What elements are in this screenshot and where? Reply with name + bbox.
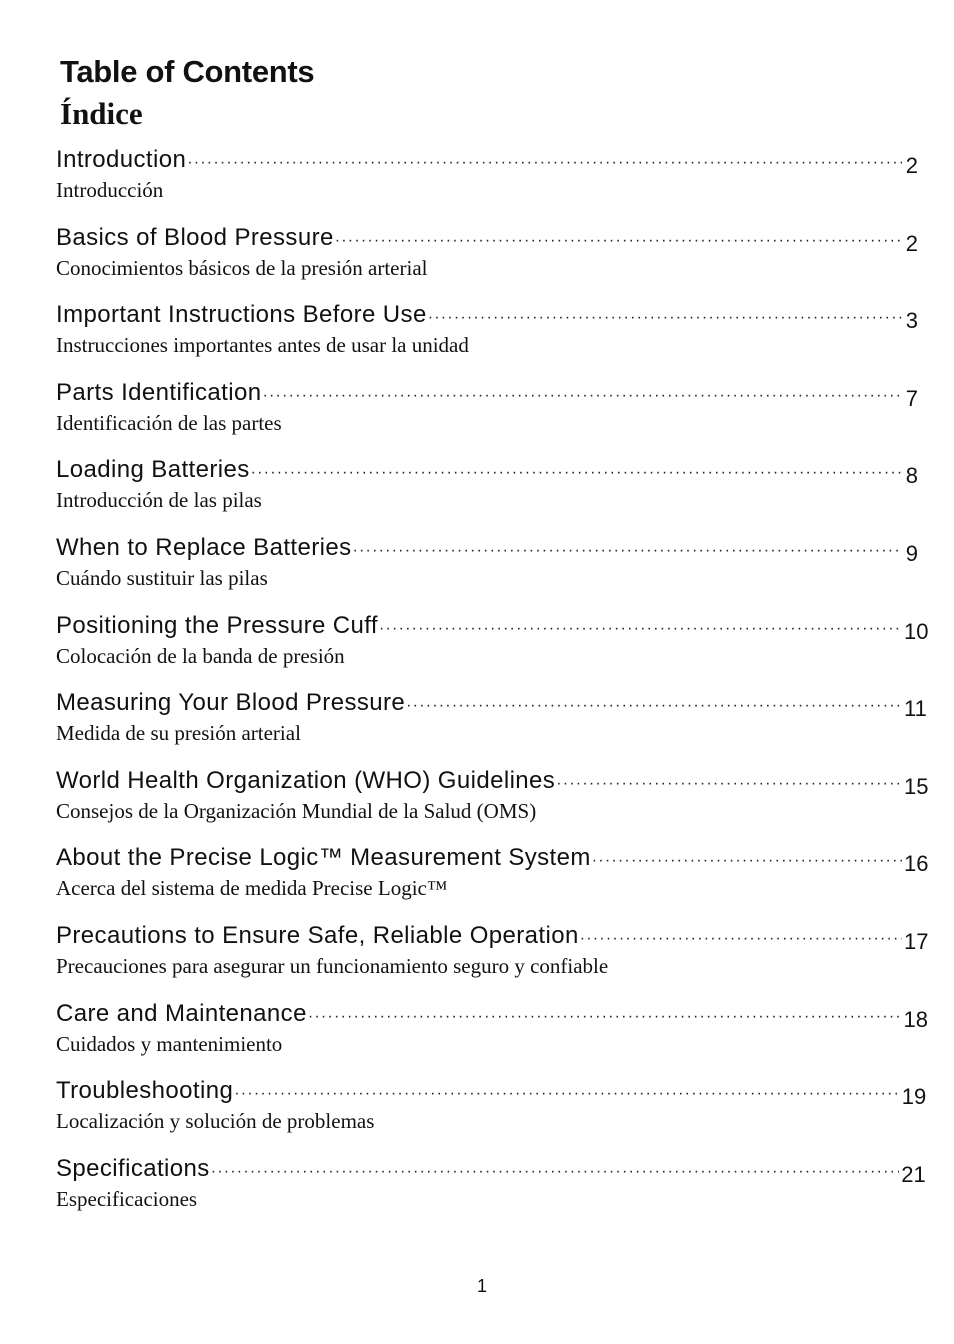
dot-leader <box>352 542 902 560</box>
toc-entry-line <box>56 297 918 337</box>
toc-entry-line <box>56 1073 927 1113</box>
toc-entry-subtitle: Especificaciones <box>56 1186 198 1211</box>
toc-entry-page: 15 <box>904 773 929 799</box>
toc-entry-line <box>56 996 929 1036</box>
toc-entry-line <box>56 142 918 182</box>
toc-entry[interactable] <box>56 297 918 375</box>
toc-entry-title: Measuring Your Blood Pressure <box>56 689 406 717</box>
toc-entry-line <box>56 918 929 958</box>
page-title: Table of Contents <box>60 54 315 89</box>
dot-leader <box>234 1085 900 1103</box>
dot-leader <box>428 309 902 327</box>
toc-entry-title: About the Precise Logic™ Measurement System <box>56 844 591 872</box>
toc-entry-page: 10 <box>904 618 929 644</box>
toc-entry[interactable] <box>56 840 929 918</box>
toc-entry-subtitle: Consejos de la Organización Mundial de la Salud (OMS) <box>56 798 537 823</box>
toc-entry-subtitle: Medida de su presión arterial <box>56 721 301 746</box>
dot-leader <box>335 232 902 250</box>
toc-entry-title: Loading Batteries <box>56 456 250 484</box>
toc-entry-line <box>56 840 929 880</box>
dot-leader <box>251 464 902 482</box>
toc-entry[interactable] <box>56 1151 926 1229</box>
toc-entry-line <box>56 608 929 648</box>
toc-entry-line <box>56 452 918 492</box>
toc-entry-subtitle: Cuidados y mantenimiento <box>56 1031 283 1056</box>
toc-entry-page: 21 <box>901 1161 926 1187</box>
toc-entry-subtitle: Acerca del sistema de medida Precise Logic™ <box>56 876 448 901</box>
toc-entry[interactable] <box>56 530 918 608</box>
toc-entry-subtitle: Instrucciones importantes antes de usar la unidad <box>56 333 469 358</box>
toc-entry[interactable] <box>56 608 929 686</box>
toc-entry-title: Care and Maintenance <box>56 999 307 1027</box>
toc-entry-title: Troubleshooting <box>56 1077 234 1105</box>
dot-leader <box>262 387 902 405</box>
toc-entry-line <box>56 530 918 570</box>
toc-entry-page: 9 <box>905 540 918 566</box>
toc-entry-title: Precautions to Ensure Safe, Reliable Operation <box>56 921 579 949</box>
toc-entry-title: Specifications <box>56 1154 210 1182</box>
toc-entry-page: 18 <box>903 1006 929 1032</box>
toc-entry[interactable] <box>56 220 918 298</box>
toc-entry-subtitle: Identificación de las partes <box>56 410 282 435</box>
toc-entry-page: 2 <box>905 153 918 178</box>
toc-entry-page: 17 <box>904 928 929 954</box>
toc-entry-line <box>56 375 918 415</box>
toc-entry[interactable] <box>56 452 918 530</box>
toc-entry-page: 2 <box>905 230 918 256</box>
toc-entry-subtitle: Introducción de las pilas <box>56 488 262 513</box>
toc-entry-line <box>56 763 929 803</box>
toc-entry-page: 7 <box>905 385 918 411</box>
toc-entry-title: Important Instructions Before Use <box>56 301 427 329</box>
dot-leader <box>379 620 902 638</box>
toc-entry-subtitle: Conocimientos básicos de la presión arterial <box>56 255 428 280</box>
toc-entry[interactable] <box>56 1073 927 1151</box>
page-number: 1 <box>476 1276 487 1296</box>
toc-entry-title: When to Replace Batteries <box>56 533 352 561</box>
toc-entry-page: 19 <box>901 1084 927 1110</box>
dot-leader <box>187 154 902 172</box>
toc-entry-subtitle: Cuándo sustituir las pilas <box>56 565 268 590</box>
toc-entry-title: Parts Identification <box>56 378 262 406</box>
toc-entry[interactable] <box>56 142 918 220</box>
toc-entry[interactable] <box>56 996 929 1074</box>
toc-entry-page: 3 <box>905 308 918 334</box>
toc-entry-subtitle: Localización y solución de problemas <box>56 1109 375 1134</box>
toc-entry-subtitle: Colocación de la banda de presión <box>56 643 345 668</box>
toc-entry-page: 16 <box>904 851 929 877</box>
toc-entry[interactable] <box>56 375 918 453</box>
table-of-contents <box>56 142 929 1228</box>
toc-entry[interactable] <box>56 685 927 763</box>
dot-leader <box>556 775 902 793</box>
toc-entry-title: World Health Organization (WHO) Guidelines <box>56 766 556 794</box>
toc-entry-subtitle: Introducción <box>56 178 164 202</box>
toc-entry-title: Basics of Blood Pressure <box>56 223 334 251</box>
dot-leader <box>580 930 902 948</box>
toc-entry-page: 8 <box>905 463 918 489</box>
toc-entry-title: Positioning the Pressure Cuff <box>56 611 378 639</box>
toc-entry-subtitle: Precauciones para asegurar un funcionamiento seguro y confiable <box>56 953 609 978</box>
page-title-spanish: Índice <box>60 96 143 131</box>
dot-leader <box>211 1163 900 1181</box>
toc-entry-line <box>56 685 927 725</box>
toc-entry-line <box>56 220 918 260</box>
toc-entry-line <box>56 1151 926 1191</box>
toc-entry-page: 11 <box>904 696 927 722</box>
toc-entry[interactable] <box>56 763 929 841</box>
toc-entry-title: Introduction <box>56 146 187 173</box>
dot-leader <box>592 852 902 870</box>
dot-leader <box>308 1008 902 1026</box>
toc-entry[interactable] <box>56 918 929 996</box>
dot-leader <box>406 697 902 715</box>
